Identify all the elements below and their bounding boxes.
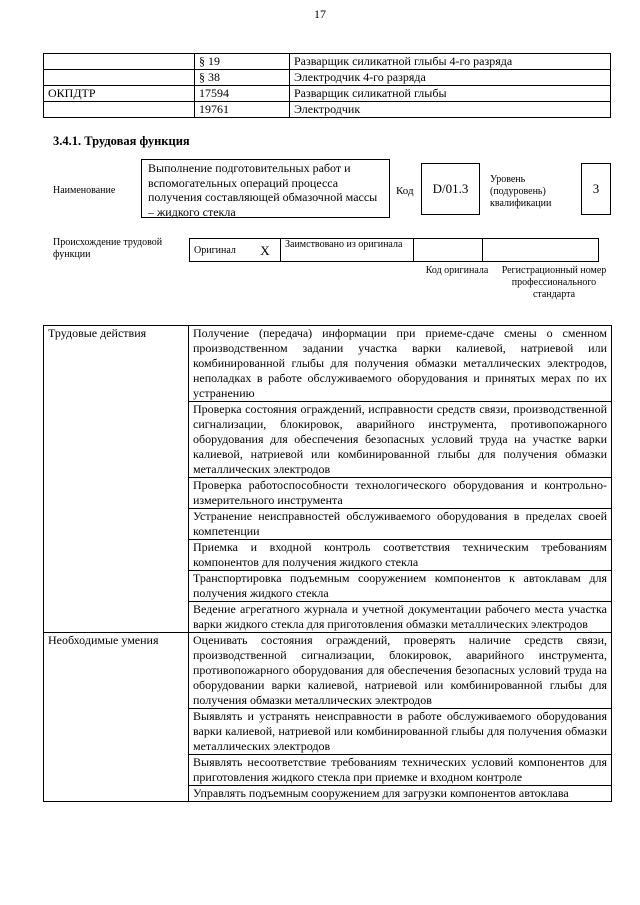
table-cell: Управлять подъемным сооружением для загрузки компонентов автоклава <box>189 786 612 802</box>
table-cell: Ведение агрегатного журнала и учетной документации рабочего места участка варки жидкого стекла для приготовления обмазки металлических электродов <box>189 602 612 633</box>
original-code-caption: Код оригинала <box>425 265 489 276</box>
table-cell: Получение (передача) информации при приеме-сдаче смены о сменном производственном задании участка варки калиевой, натриевой или комбинированной глыбы для получения обмазки металлических электродов, неполадках в работе обслуживаемого оборудования и принятых мерах по их устранению <box>189 326 612 402</box>
table-cell: Электродчик 4-го разряда <box>290 70 611 86</box>
table-row <box>44 86 611 102</box>
code-value-box: D/01.3 <box>421 163 480 215</box>
table-row <box>44 70 611 86</box>
table-cell: Разварщик силикатной глыбы <box>290 86 611 102</box>
code-label: Код <box>396 185 414 197</box>
table-cell: Устранение неисправностей обслуживаемого оборудования в пределах своей компетенции <box>189 509 612 540</box>
table-cell <box>44 70 195 86</box>
function-name-box: Выполнение подготовительных работ и вспомогательных операций процесса получения составляющей обмазочной массы – жидкого стекла <box>141 159 390 218</box>
category-labor-actions: Трудовые действия <box>44 326 189 633</box>
table-cell: Выявлять несоответствие требованиям технических условий компонентов для приготовления жидкого стекла при приемке и входном контроле <box>189 755 612 786</box>
original-code-cell <box>414 239 483 262</box>
original-mark: X <box>250 239 281 262</box>
table-cell: Электродчик <box>290 102 611 118</box>
name-label: Наименование <box>53 185 116 196</box>
category-required-skills: Необходимые умения <box>44 633 189 802</box>
table-row <box>44 633 612 709</box>
table-row <box>44 54 611 70</box>
table-cell: Проверка работоспособности технологического оборудования и контрольно-измерительного инструмента <box>189 478 612 509</box>
level-label: Уровень (подуровень) квалификации <box>490 174 552 209</box>
table-cell: Транспортировка подъемным сооружением компонентов к автоклавам для получения жидкого стекла <box>189 571 612 602</box>
page-number: 17 <box>314 7 326 21</box>
table-row <box>44 102 611 118</box>
table-cell <box>44 102 195 118</box>
labor-functions-table <box>43 325 612 802</box>
table-cell: Приемка и входной контроль соответствия техническим требованиям компонентов для получения жидкого стекла <box>189 540 612 571</box>
level-value-box: 3 <box>581 163 611 215</box>
section-heading: 3.4.1. Трудовая функция <box>53 134 190 148</box>
origin-label: Происхождение трудовой функции <box>53 237 163 260</box>
table-cell: 19761 <box>195 102 290 118</box>
borrowed-label: Заимствовано из оригинала <box>281 239 414 262</box>
table-row <box>190 239 599 262</box>
table-cell <box>44 54 195 70</box>
table-cell: Оценивать состояния ограждений, проверять наличие средств связи, производственной сигнализации, блокировок, аварийного инструмента, противопожарного оборудования для обеспечения безопасных условий труда на оборудовании варки калиевой, натриевой или комбинированной глыбы для получения обмазки металлических электродов <box>189 633 612 709</box>
registration-number-caption: Регистрационный номер профессионального стандарта <box>501 265 607 300</box>
okpdtr-table <box>43 53 611 118</box>
origin-table <box>189 238 599 262</box>
original-label: Оригинал <box>190 239 251 262</box>
table-cell: 17594 <box>195 86 290 102</box>
table-cell: Проверка состояния ограждений, исправности средств связи, производственной сигнализации, блокировок, аварийного инструмента, противопожарного оборудования для обеспечения безопасных условий труда на участке варки калиевой, натриевой или комбинированной глыбы для получения обмазки металлических электродов <box>189 402 612 478</box>
table-cell: § 19 <box>195 54 290 70</box>
table-cell: Выявлять и устранять неисправности в работе обслуживаемого оборудования варки калиевой, натриевой или комбинированной глыбы для получения обмазки металлических электродов <box>189 709 612 755</box>
table-cell: ОКПДТР <box>44 86 195 102</box>
registration-number-cell <box>483 239 599 262</box>
table-row <box>44 326 612 402</box>
table-cell: Разварщик силикатной глыбы 4-го разряда <box>290 54 611 70</box>
table-cell: § 38 <box>195 70 290 86</box>
